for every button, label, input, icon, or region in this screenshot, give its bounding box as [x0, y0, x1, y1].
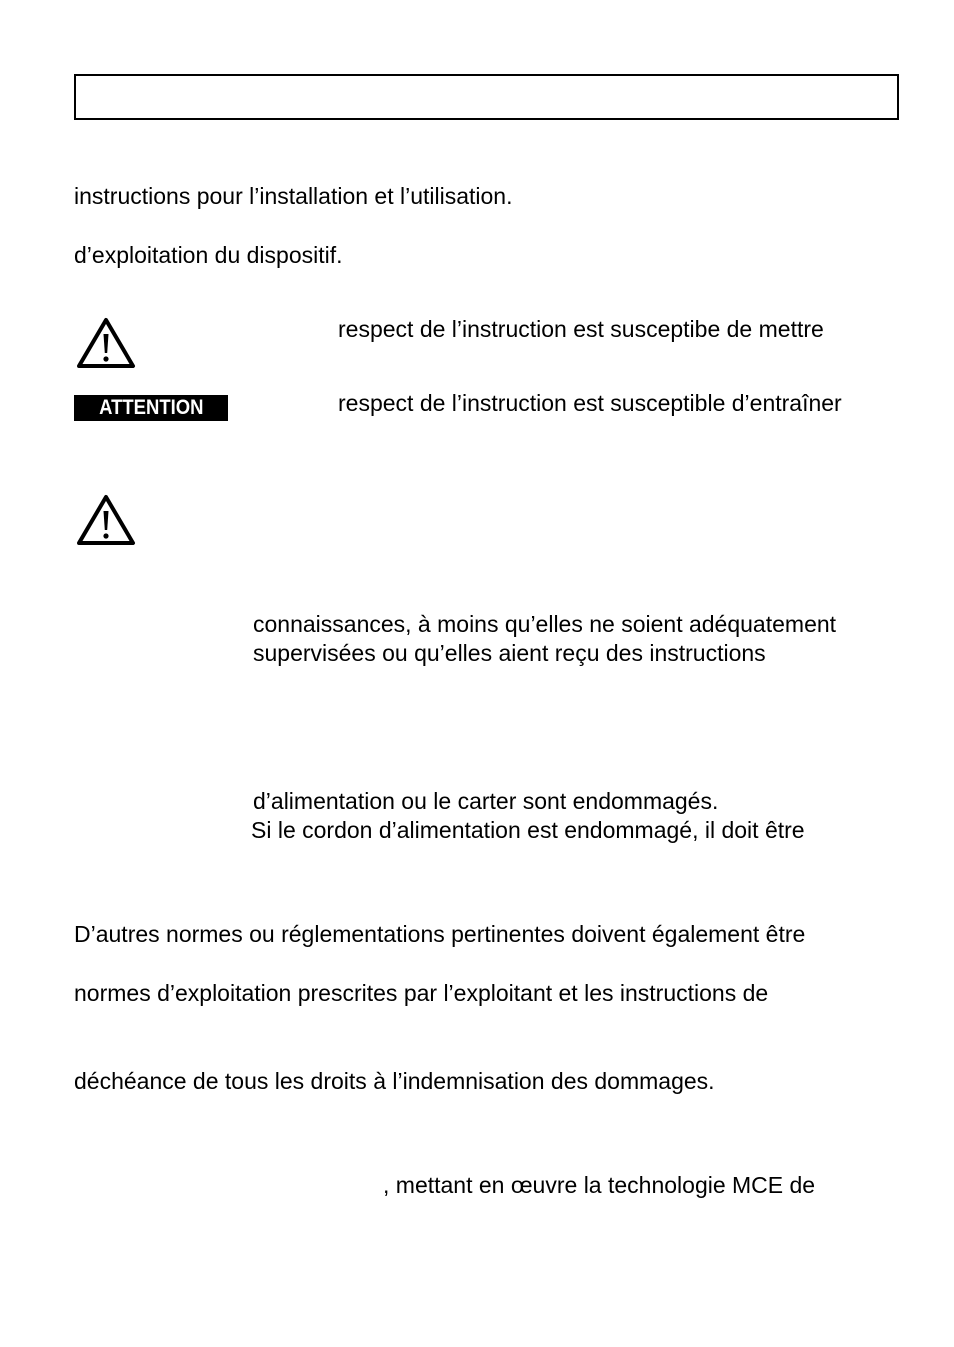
body-paragraph-4: , mettant en œuvre la technologie MCE de	[383, 1172, 816, 1198]
warning-triangle-icon	[76, 317, 136, 369]
attention-legend-text: respect de l’instruction est susceptible d’entraîner	[338, 390, 842, 416]
intro-line-1: instructions pour l’installation et l’utilisation.	[74, 183, 513, 209]
body-paragraph-1: D’autres normes ou réglementations pertinentes doivent également être	[74, 921, 806, 947]
safety-item-1-line-2: supervisées ou qu’elles aient reçu des instructions	[253, 640, 766, 666]
attention-label: ATTENTION	[98, 396, 204, 419]
safety-item-2-line-2: Si le cordon d’alimentation est endommagé, il doit être	[251, 817, 805, 843]
safety-item-2-line-1: d’alimentation ou le carter sont endommagés.	[253, 788, 719, 814]
body-paragraph-2: normes d’exploitation prescrites par l’exploitant et les instructions de	[74, 980, 769, 1006]
intro-line-2: d’exploitation du dispositif.	[74, 242, 343, 268]
safety-item-1-line-1: connaissances, à moins qu’elles ne soient adéquatement	[253, 611, 837, 637]
title-box	[74, 74, 899, 120]
danger-legend-text: respect de l’instruction est susceptibe de mettre	[338, 316, 824, 342]
attention-badge	[74, 395, 228, 421]
body-paragraph-3: déchéance de tous les droits à l’indemnisation des dommages.	[74, 1068, 715, 1094]
warning-triangle-icon	[76, 494, 136, 546]
